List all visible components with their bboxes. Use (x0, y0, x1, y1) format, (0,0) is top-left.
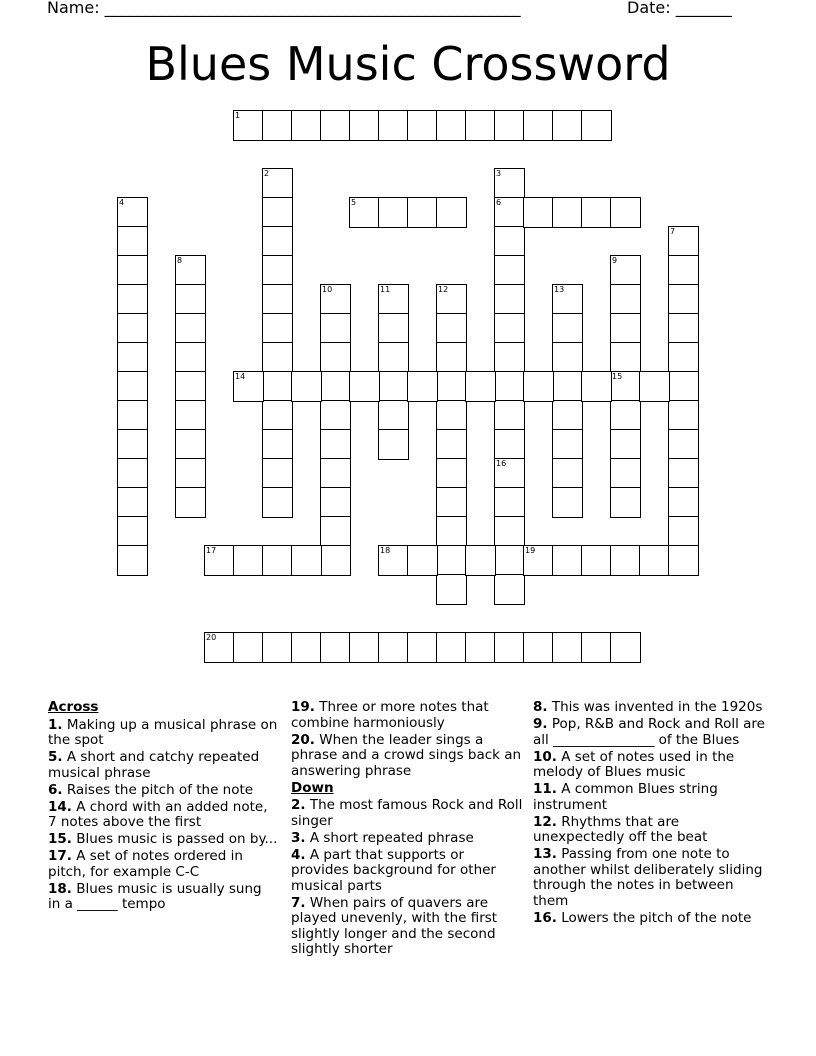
crossword-cell[interactable] (117, 545, 148, 576)
crossword-cell[interactable] (465, 545, 496, 576)
crossword-cell[interactable] (320, 110, 351, 141)
crossword-cell[interactable] (610, 284, 641, 315)
cell-number: 8 (177, 256, 183, 265)
crossword-cell[interactable] (378, 371, 409, 402)
crossword-cell[interactable] (668, 487, 699, 518)
crossword-cell[interactable] (233, 371, 264, 402)
crossword-cell[interactable] (668, 313, 699, 344)
cell-number: 5 (351, 198, 357, 207)
crossword-cell[interactable] (494, 197, 525, 228)
crossword-cell[interactable] (436, 313, 467, 344)
crossword-cell[interactable] (117, 400, 148, 431)
crossword-cell[interactable] (378, 313, 409, 344)
crossword-cell[interactable] (262, 110, 293, 141)
crossword-cell[interactable] (378, 284, 409, 315)
crossword-cell[interactable] (494, 458, 525, 489)
crossword-cell[interactable] (175, 255, 206, 286)
clue-number: 16. (533, 909, 557, 926)
clue-text: A set of notes ordered in pitch, for example C-C (48, 848, 243, 880)
crossword-cell[interactable] (494, 313, 525, 344)
crossword-cell[interactable] (262, 458, 293, 489)
cell-number: 4 (119, 198, 125, 207)
crossword-cell[interactable] (668, 342, 699, 373)
crossword-cell[interactable] (523, 632, 554, 663)
crossword-cell[interactable] (262, 487, 293, 518)
crossword-cell[interactable] (436, 516, 467, 547)
cell-number: 2 (264, 169, 270, 178)
clue-number: 9. (533, 716, 548, 732)
crossword-cell[interactable] (175, 313, 206, 344)
cell-number: 7 (670, 227, 676, 236)
clue-number: 2. (291, 797, 306, 813)
crossword-cell[interactable] (320, 516, 351, 547)
clue-text: Lowers the pitch of the note (561, 909, 752, 926)
clue-column-2 (291, 700, 525, 959)
crossword-cell[interactable] (262, 429, 293, 460)
crossword-cell[interactable] (581, 545, 612, 576)
crossword-cell[interactable] (552, 342, 583, 373)
cell-number: 16 (496, 459, 507, 468)
down-clue (291, 896, 525, 958)
cell-number: 14 (235, 372, 246, 381)
crossword-cell[interactable] (175, 284, 206, 315)
crossword-cell[interactable] (581, 632, 612, 663)
crossword-cell[interactable] (407, 632, 438, 663)
crossword-cell[interactable] (436, 400, 467, 431)
crossword-cell[interactable] (320, 400, 351, 431)
crossword-cell[interactable] (639, 371, 670, 402)
crossword-cell[interactable] (291, 110, 322, 141)
crossword-cell[interactable] (378, 197, 409, 228)
crossword-cell[interactable] (552, 371, 583, 402)
down-clue (291, 798, 525, 829)
across-clue (48, 800, 278, 831)
cell-number: 19 (525, 546, 536, 555)
crossword-cell[interactable] (436, 110, 467, 141)
clue-text: Raises the pitch of the note (66, 781, 254, 798)
across-clue (48, 718, 278, 749)
crossword-cell[interactable] (320, 313, 351, 344)
crossword-cell[interactable] (407, 545, 438, 576)
crossword-cell[interactable] (175, 458, 206, 489)
crossword-cell[interactable] (523, 197, 554, 228)
crossword-cell[interactable] (117, 458, 148, 489)
crossword-cell[interactable] (320, 545, 351, 576)
crossword-cell[interactable] (494, 110, 525, 141)
crossword-cell[interactable] (407, 110, 438, 141)
clue-number: 5. (48, 749, 63, 765)
crossword-cell[interactable] (117, 313, 148, 344)
clue-number: 13. (533, 846, 557, 862)
crossword-cell[interactable] (465, 632, 496, 663)
crossword-cell[interactable] (552, 429, 583, 460)
across-clue (48, 832, 278, 848)
clue-text: When the leader sings a phrase and a crowd sings back an answering phrase (291, 731, 522, 779)
crossword-cell[interactable] (378, 400, 409, 431)
crossword-cell[interactable] (494, 342, 525, 373)
crossword-cell[interactable] (175, 429, 206, 460)
crossword-cell[interactable] (233, 632, 264, 663)
down-clue (533, 700, 768, 716)
crossword-cell[interactable] (581, 110, 612, 141)
crossword-cell[interactable] (320, 458, 351, 489)
date-field-label: Date: _______ (627, 0, 732, 17)
cell-number: 1 (235, 111, 241, 120)
crossword-cell[interactable] (610, 400, 641, 431)
crossword-cell[interactable] (291, 545, 322, 576)
crossword-cell[interactable] (117, 371, 148, 402)
crossword-cell[interactable] (291, 371, 322, 402)
clue-text: A chord with an added note, 7 notes above the first (48, 798, 268, 830)
across-clue (48, 882, 278, 913)
crossword-cell[interactable] (668, 255, 699, 286)
crossword-cell[interactable] (494, 429, 525, 460)
across-clue (48, 849, 278, 880)
crossword-cell[interactable] (378, 342, 409, 373)
down-heading: Down (291, 779, 334, 796)
crossword-cell[interactable] (523, 545, 554, 576)
across-clue (48, 750, 278, 781)
clue-number: 10. (533, 748, 557, 765)
crossword-cell[interactable] (552, 400, 583, 431)
crossword-cell[interactable] (436, 632, 467, 663)
cell-number: 11 (380, 285, 391, 294)
crossword-cell[interactable] (320, 371, 351, 402)
crossword-cell[interactable] (349, 197, 380, 228)
crossword-cell[interactable] (610, 371, 641, 402)
clue-column-1 (48, 700, 278, 914)
crossword-cell[interactable] (668, 458, 699, 489)
down-clue (291, 848, 525, 895)
crossword-cell[interactable] (117, 226, 148, 257)
crossword-cell[interactable] (494, 255, 525, 286)
crossword-cell[interactable] (175, 371, 206, 402)
cell-number: 9 (612, 256, 618, 265)
crossword-cell[interactable] (668, 284, 699, 315)
clue-text: A set of notes used in the melody of Blues music (533, 748, 735, 780)
crossword-cell[interactable] (494, 487, 525, 518)
cell-number: 6 (496, 198, 502, 207)
clue-text: Blues music is passed on by... (76, 831, 278, 847)
crossword-cell[interactable] (552, 632, 583, 663)
crossword-cell[interactable] (552, 458, 583, 489)
clue-number: 18. (48, 880, 72, 897)
crossword-cell[interactable] (320, 429, 351, 460)
crossword-cell[interactable] (552, 197, 583, 228)
clue-text: A short and catchy repeated musical phrase (48, 749, 260, 781)
crossword-cell[interactable] (552, 110, 583, 141)
crossword-cell[interactable] (610, 255, 641, 286)
clue-number: 12. (533, 813, 557, 830)
down-clue (533, 750, 768, 781)
clue-text: Passing from one note to another whilst deliberately sliding through the notes in between them (533, 846, 763, 909)
crossword-cell[interactable] (552, 313, 583, 344)
crossword-cell[interactable] (610, 342, 641, 373)
crossword-cell[interactable] (349, 110, 380, 141)
crossword-cell[interactable] (436, 487, 467, 518)
cell-number: 10 (322, 285, 333, 294)
clue-text: A common Blues string instrument (533, 781, 718, 813)
crossword-cell[interactable] (117, 516, 148, 547)
page-title: Blues Music Crossword (145, 37, 671, 91)
crossword-cell[interactable] (117, 487, 148, 518)
crossword-cell[interactable] (262, 226, 293, 257)
crossword-cell[interactable] (262, 632, 293, 663)
cell-number: 12 (438, 285, 449, 294)
crossword-cell[interactable] (610, 313, 641, 344)
crossword-cell[interactable] (407, 371, 438, 402)
crossword-cell[interactable] (523, 371, 554, 402)
crossword-cell[interactable] (262, 284, 293, 315)
clue-text: Rhythms that are unexpectedly off the beat (533, 813, 708, 845)
clue-text: This was invented in the 1920s (551, 699, 763, 715)
down-clue (533, 815, 768, 846)
clue-column-3 (533, 700, 768, 928)
crossword-cell[interactable] (668, 226, 699, 257)
crossword-cell[interactable] (378, 110, 409, 141)
crossword-cell[interactable] (494, 371, 525, 402)
clue-number: 6. (48, 781, 63, 798)
crossword-cell[interactable] (494, 168, 525, 199)
clue-number: 20. (291, 731, 315, 748)
clue-text: When pairs of quavers are played unevenly, with the first slightly longer and the second slightly shorter (291, 894, 498, 957)
crossword-cell[interactable] (610, 545, 641, 576)
crossword-cell[interactable] (407, 197, 438, 228)
crossword-cell[interactable] (117, 429, 148, 460)
clue-text: Pop, R&B and Rock and Roll are all _______________ of the Blues (533, 716, 765, 748)
crossword-cell[interactable] (378, 429, 409, 460)
clue-text: A part that supports or provides background for other musical parts (291, 846, 496, 894)
crossword-cell[interactable] (262, 371, 293, 402)
cell-number: 13 (554, 285, 565, 294)
down-clue (533, 717, 768, 748)
cell-number: 18 (380, 546, 391, 555)
crossword-cell[interactable] (436, 197, 467, 228)
crossword-cell[interactable] (262, 342, 293, 373)
crossword-cell[interactable] (494, 632, 525, 663)
crossword-cell[interactable] (668, 516, 699, 547)
crossword-cell[interactable] (117, 197, 148, 228)
clue-text: Blues music is usually sung in a ______ tempo (48, 880, 262, 912)
crossword-cell[interactable] (233, 110, 264, 141)
crossword-cell[interactable] (639, 545, 670, 576)
crossword-cell[interactable] (610, 487, 641, 518)
crossword-cell[interactable] (494, 400, 525, 431)
across-heading: Across (48, 699, 99, 715)
cell-number: 20 (206, 633, 217, 642)
crossword-cell[interactable] (117, 255, 148, 286)
crossword-cell[interactable] (320, 342, 351, 373)
down-clue (533, 782, 768, 813)
crossword-cell[interactable] (262, 255, 293, 286)
clue-number: 7. (291, 894, 306, 911)
crossword-cell[interactable] (436, 371, 467, 402)
crossword-cell[interactable] (610, 429, 641, 460)
crossword-cell[interactable] (436, 574, 467, 605)
crossword-cell[interactable] (668, 400, 699, 431)
clue-text: The most famous Rock and Roll singer (291, 797, 523, 829)
cell-number: 3 (496, 169, 502, 178)
clue-text: Making up a musical phrase on the spot (48, 716, 278, 748)
crossword-cell[interactable] (436, 342, 467, 373)
clue-text: A short repeated phrase (309, 829, 474, 846)
crossword-cell[interactable] (262, 400, 293, 431)
crossword-cell[interactable] (523, 110, 554, 141)
crossword-cell[interactable] (436, 429, 467, 460)
crossword-cell[interactable] (494, 284, 525, 315)
crossword-cell[interactable] (494, 516, 525, 547)
cell-number: 15 (612, 372, 623, 381)
crossword-cell[interactable] (262, 168, 293, 199)
name-field-label: Name: ____________________________________________________ (47, 0, 521, 17)
clue-number: 4. (291, 846, 306, 863)
crossword-cell[interactable] (465, 371, 496, 402)
across-clue (291, 733, 525, 780)
crossword-cell[interactable] (204, 545, 235, 576)
down-clue (533, 847, 768, 909)
clue-number: 14. (48, 798, 72, 815)
crossword-cell[interactable] (494, 574, 525, 605)
crossword-cell[interactable] (436, 545, 467, 576)
crossword-cell[interactable] (117, 342, 148, 373)
crossword-cell[interactable] (262, 313, 293, 344)
crossword-cell[interactable] (262, 545, 293, 576)
crossword-cell[interactable] (552, 284, 583, 315)
crossword-cell[interactable] (349, 371, 380, 402)
crossword-cell[interactable] (175, 400, 206, 431)
clue-number: 15. (48, 831, 72, 847)
crossword-cell[interactable] (436, 284, 467, 315)
crossword-cell[interactable] (494, 545, 525, 576)
crossword-cell[interactable] (378, 545, 409, 576)
crossword-cell[interactable] (204, 632, 235, 663)
crossword-cell[interactable] (465, 110, 496, 141)
crossword-cell[interactable] (233, 545, 264, 576)
crossword-cell[interactable] (320, 487, 351, 518)
crossword-cell[interactable] (552, 487, 583, 518)
clue-number: 8. (533, 699, 548, 715)
crossword-cell[interactable] (552, 545, 583, 576)
clue-number: 11. (533, 781, 557, 797)
crossword-cell[interactable] (494, 226, 525, 257)
crossword-cell[interactable] (668, 371, 699, 402)
clue-text: Three or more notes that combine harmoniously (291, 699, 489, 731)
crossword-cell[interactable] (610, 632, 641, 663)
clue-number: 17. (48, 848, 72, 864)
crossword-cell[interactable] (668, 429, 699, 460)
crossword-cell[interactable] (175, 487, 206, 518)
clue-number: 3. (291, 829, 306, 846)
down-clue (291, 831, 525, 847)
across-clue (291, 700, 525, 731)
cell-number: 17 (206, 546, 217, 555)
down-clue (533, 911, 768, 927)
crossword-cell[interactable] (175, 342, 206, 373)
crossword-cell[interactable] (320, 284, 351, 315)
crossword-cell[interactable] (378, 632, 409, 663)
crossword-cell[interactable] (610, 197, 641, 228)
crossword-cell[interactable] (320, 632, 351, 663)
clue-number: 19. (291, 699, 315, 715)
crossword-cell[interactable] (117, 284, 148, 315)
crossword-cell[interactable] (668, 545, 699, 576)
clue-number: 1. (48, 716, 63, 733)
crossword-cell[interactable] (291, 632, 322, 663)
crossword-cell[interactable] (436, 458, 467, 489)
crossword-cell[interactable] (581, 371, 612, 402)
across-clue (48, 783, 278, 799)
crossword-cell[interactable] (610, 458, 641, 489)
crossword-cell[interactable] (349, 632, 380, 663)
crossword-cell[interactable] (262, 197, 293, 228)
crossword-cell[interactable] (581, 197, 612, 228)
